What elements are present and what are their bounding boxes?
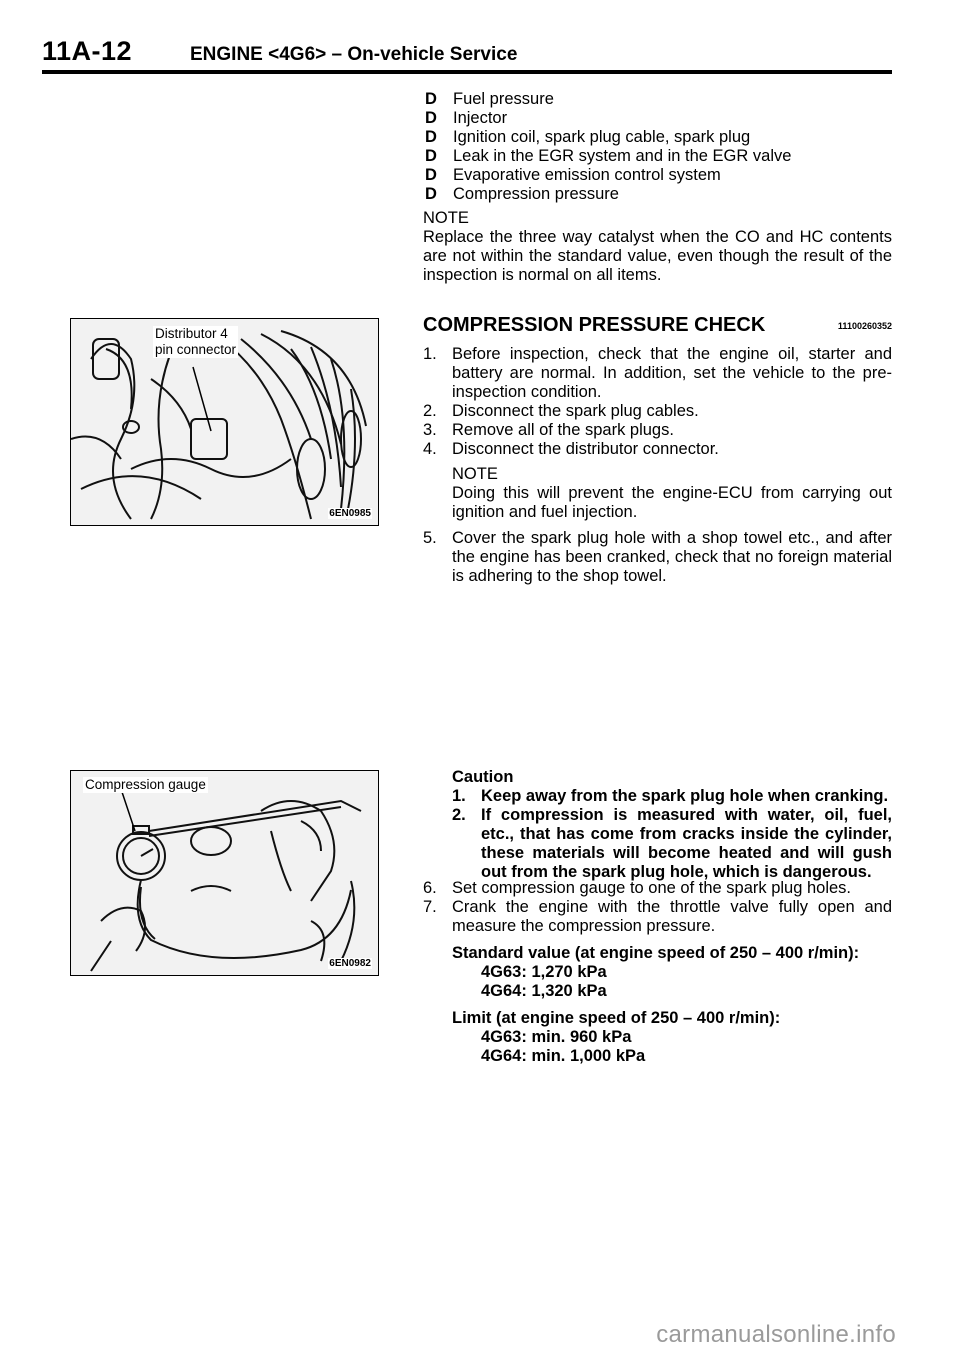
- figure-callout: Distributor 4 pin connector: [155, 326, 237, 357]
- limit-value-heading: Limit (at engine speed of 250 – 400 r/min):: [452, 1009, 781, 1027]
- standard-value: [423, 944, 892, 1001]
- procedure-step: 3. Remove all of the spark plugs.: [423, 421, 674, 439]
- list-item: D Evaporative emission control system: [425, 166, 721, 184]
- measurement-steps: [423, 879, 892, 1066]
- limit-value-line: 4G63: min. 960 kPa: [481, 1028, 632, 1046]
- standard-value-heading: Standard value (at engine speed of 250 – 400 r/min):: [452, 944, 860, 962]
- note-label: NOTE: [452, 465, 498, 483]
- figure-code: 6EN0985: [329, 508, 371, 519]
- procedure-steps: [423, 345, 892, 586]
- gauge-illustration: [71, 771, 378, 975]
- ecu-note: [423, 465, 892, 522]
- section-title: COMPRESSION PRESSURE CHECK: [423, 314, 766, 336]
- bullet-icon: D: [425, 166, 437, 184]
- caution-item: 2. If compression is measured with water, oil, fuel, etc., that has come from cracks inside the cylinder, these materials will become heated and will gush out from the spark plug hole, which is dangerous.: [452, 806, 892, 881]
- section-heading: [423, 314, 892, 337]
- section-code: 11100260352: [837, 321, 892, 331]
- page-code: 11A-12: [42, 36, 133, 66]
- list-item: D Ignition coil, spark plug cable, spark plug: [425, 128, 751, 146]
- procedure-step: 1. Before inspection, check that the engine oil, starter and battery are normal. In addition, set the vehicle to the pre-inspection condition.: [423, 345, 892, 401]
- procedure-step: 2. Disconnect the spark plug cables.: [423, 402, 699, 420]
- procedure-step: 4. Disconnect the distributor connector.: [423, 440, 719, 458]
- note-label: NOTE: [423, 209, 469, 227]
- procedure-step: 5. Cover the spark plug hole with a shop towel etc., and after the engine has been cranked, check that no foreign material is adhering to the shop towel.: [423, 529, 892, 585]
- list-item: D Fuel pressure: [425, 90, 554, 108]
- figure-code: 6EN0982: [329, 958, 371, 969]
- limit-value-line: 4G64: min. 1,000 kPa: [481, 1047, 646, 1065]
- distributor-connector-figure: [70, 318, 379, 526]
- procedure-step: 6. Set compression gauge to one of the spark plug holes.: [423, 879, 852, 897]
- note-text: Replace the three way catalyst when the CO and HC contents are not within the standard value, even though the result of the inspection is normal on all items.: [423, 228, 892, 284]
- limit-value: [423, 1009, 892, 1066]
- list-item: D Leak in the EGR system and in the EGR valve: [425, 147, 792, 165]
- bullet-icon: D: [425, 90, 437, 108]
- note-text: Doing this will prevent the engine-ECU from carrying out ignition and fuel injection.: [452, 484, 892, 521]
- caution-item: 1. Keep away from the spark plug hole when cranking.: [452, 787, 889, 805]
- standard-value-line: 4G64: 1,320 kPa: [481, 982, 607, 1000]
- bullet-icon: D: [425, 109, 437, 127]
- standard-value-line: 4G63: 1,270 kPa: [481, 963, 607, 981]
- list-item: D Compression pressure: [425, 185, 619, 203]
- catalyst-note: [423, 209, 892, 285]
- procedure-step: 7. Crank the engine with the throttle valve fully open and measure the compression pressure.: [423, 898, 892, 935]
- list-item: D Injector: [425, 109, 508, 127]
- bullet-icon: D: [425, 185, 437, 203]
- compression-gauge-figure: [70, 770, 379, 976]
- header-divider: [42, 70, 892, 74]
- caution-title: Caution: [452, 768, 514, 786]
- inspection-items-list: [423, 90, 892, 204]
- page-title: ENGINE <4G6> – On-vehicle Service: [190, 44, 518, 65]
- watermark: carmanualsonline.info: [656, 1321, 896, 1348]
- bullet-icon: D: [425, 128, 437, 146]
- figure-callout: Compression gauge: [85, 777, 206, 792]
- caution-block: [423, 768, 892, 882]
- bullet-icon: D: [425, 147, 437, 165]
